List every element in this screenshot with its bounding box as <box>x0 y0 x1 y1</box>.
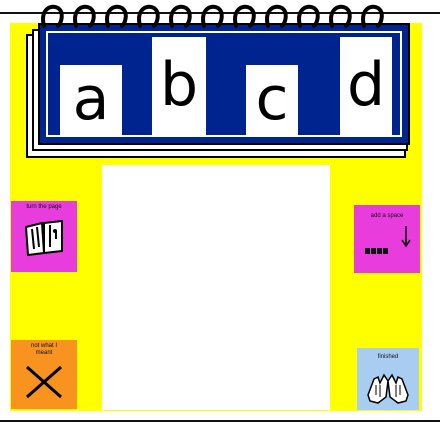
letter-card-d[interactable] <box>340 37 392 137</box>
clapping-hands-icon <box>362 365 414 405</box>
not-what-i-meant-label: not what I meant <box>30 343 57 356</box>
letter-a: a <box>72 64 110 134</box>
finished-label: finished <box>377 354 399 360</box>
open-book-icon <box>22 217 66 257</box>
letter-d: d <box>346 50 386 120</box>
letter-b: b <box>159 50 199 120</box>
letter-card-a[interactable] <box>60 65 122 137</box>
add-space-label: add a space <box>370 213 404 219</box>
letter-c: c <box>255 64 289 134</box>
spiral-binding-icon <box>36 0 406 30</box>
notepad <box>38 23 410 145</box>
space-bar-icon <box>357 220 417 264</box>
finished-button[interactable] <box>357 348 419 410</box>
writing-area[interactable] <box>102 165 330 410</box>
turn-page-button[interactable] <box>11 201 77 272</box>
turn-page-label: turn the page <box>26 204 62 210</box>
letter-card-b[interactable] <box>152 37 206 137</box>
bottom-divider <box>0 420 440 422</box>
cross-icon <box>19 361 69 401</box>
not-what-i-meant-button[interactable] <box>11 340 77 409</box>
add-space-button[interactable] <box>354 205 420 273</box>
letter-card-c[interactable] <box>246 65 298 137</box>
